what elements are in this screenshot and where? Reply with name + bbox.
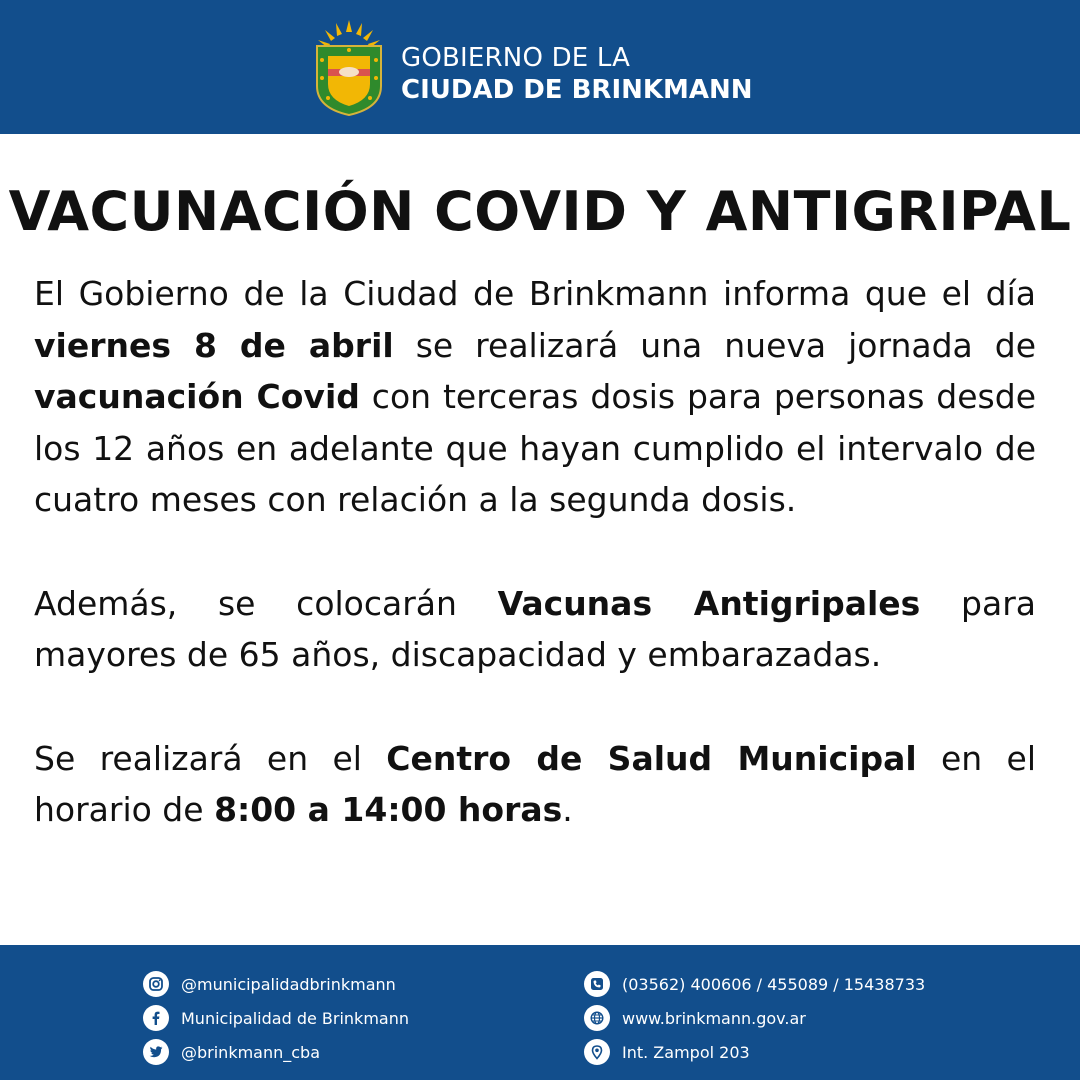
p3-text-2: en el horario de bbox=[34, 738, 1036, 829]
p3-text-3: . bbox=[562, 790, 573, 829]
p3-bold-location: Centro de Salud Municipal bbox=[386, 738, 917, 778]
p1-text-3: con terceras dosis para personas desde los 12 años en adelante que hayan cumplido el intervalo de cuatro meses con relación a la segunda dosis. bbox=[34, 377, 1036, 519]
city-crest-icon bbox=[314, 20, 384, 116]
header-line-2: CIUDAD DE BRINKMANN bbox=[401, 75, 753, 105]
announcement-body bbox=[34, 268, 1036, 888]
street-address: Int. Zampol 203 bbox=[622, 1042, 750, 1062]
website-link[interactable] bbox=[584, 1001, 925, 1035]
phone-contact[interactable] bbox=[584, 967, 925, 1001]
website-url: www.brinkmann.gov.ar bbox=[622, 1008, 806, 1028]
p1-text-2: se realizará una nueva jornada de bbox=[393, 325, 1037, 365]
p3-text-1: Se realizará en el bbox=[34, 738, 387, 778]
facebook-icon bbox=[143, 1005, 169, 1031]
twitter-link[interactable] bbox=[143, 1035, 409, 1069]
twitter-handle: @brinkmann_cba bbox=[181, 1042, 321, 1062]
p1-bold-date: viernes 8 de abril bbox=[34, 325, 394, 365]
paragraph-3 bbox=[34, 733, 1036, 836]
paragraph-1 bbox=[34, 268, 1036, 526]
paragraph-2 bbox=[34, 578, 1036, 681]
phone-numbers: (03562) 400606 / 455089 / 15438733 bbox=[622, 974, 926, 994]
instagram-link[interactable] bbox=[143, 967, 409, 1001]
contact-info bbox=[584, 967, 925, 1069]
globe-icon bbox=[584, 1005, 610, 1031]
p2-bold-vaccines: Vacunas Antigripales bbox=[497, 583, 921, 623]
location-icon bbox=[584, 1039, 610, 1065]
facebook-link[interactable] bbox=[143, 1001, 409, 1035]
p2-text-1: Además, se colocarán bbox=[34, 583, 498, 623]
instagram-icon bbox=[143, 971, 169, 997]
footer-contacts bbox=[0, 945, 1080, 1080]
header-line-1: GOBIERNO DE LA bbox=[401, 43, 631, 73]
phone-icon bbox=[584, 971, 610, 997]
p1-text-1: El Gobierno de la Ciudad de Brinkmann informa que el día bbox=[34, 274, 1036, 313]
p1-bold-covid: vacunación Covid bbox=[34, 377, 360, 416]
page-title: VACUNACIÓN COVID Y ANTIGRIPAL bbox=[8, 180, 1072, 243]
twitter-icon bbox=[143, 1039, 169, 1065]
instagram-handle: @municipalidadbrinkmann bbox=[181, 974, 396, 994]
government-name bbox=[401, 42, 753, 106]
facebook-page: Municipalidad de Brinkmann bbox=[181, 1008, 409, 1028]
address-contact[interactable] bbox=[584, 1035, 925, 1069]
p2-text-2: para mayores de 65 años, discapacidad y embarazadas. bbox=[34, 583, 1036, 674]
social-links bbox=[143, 967, 409, 1069]
p3-bold-hours: 8:00 a 14:00 horas bbox=[214, 790, 563, 829]
header-banner bbox=[0, 0, 1080, 134]
